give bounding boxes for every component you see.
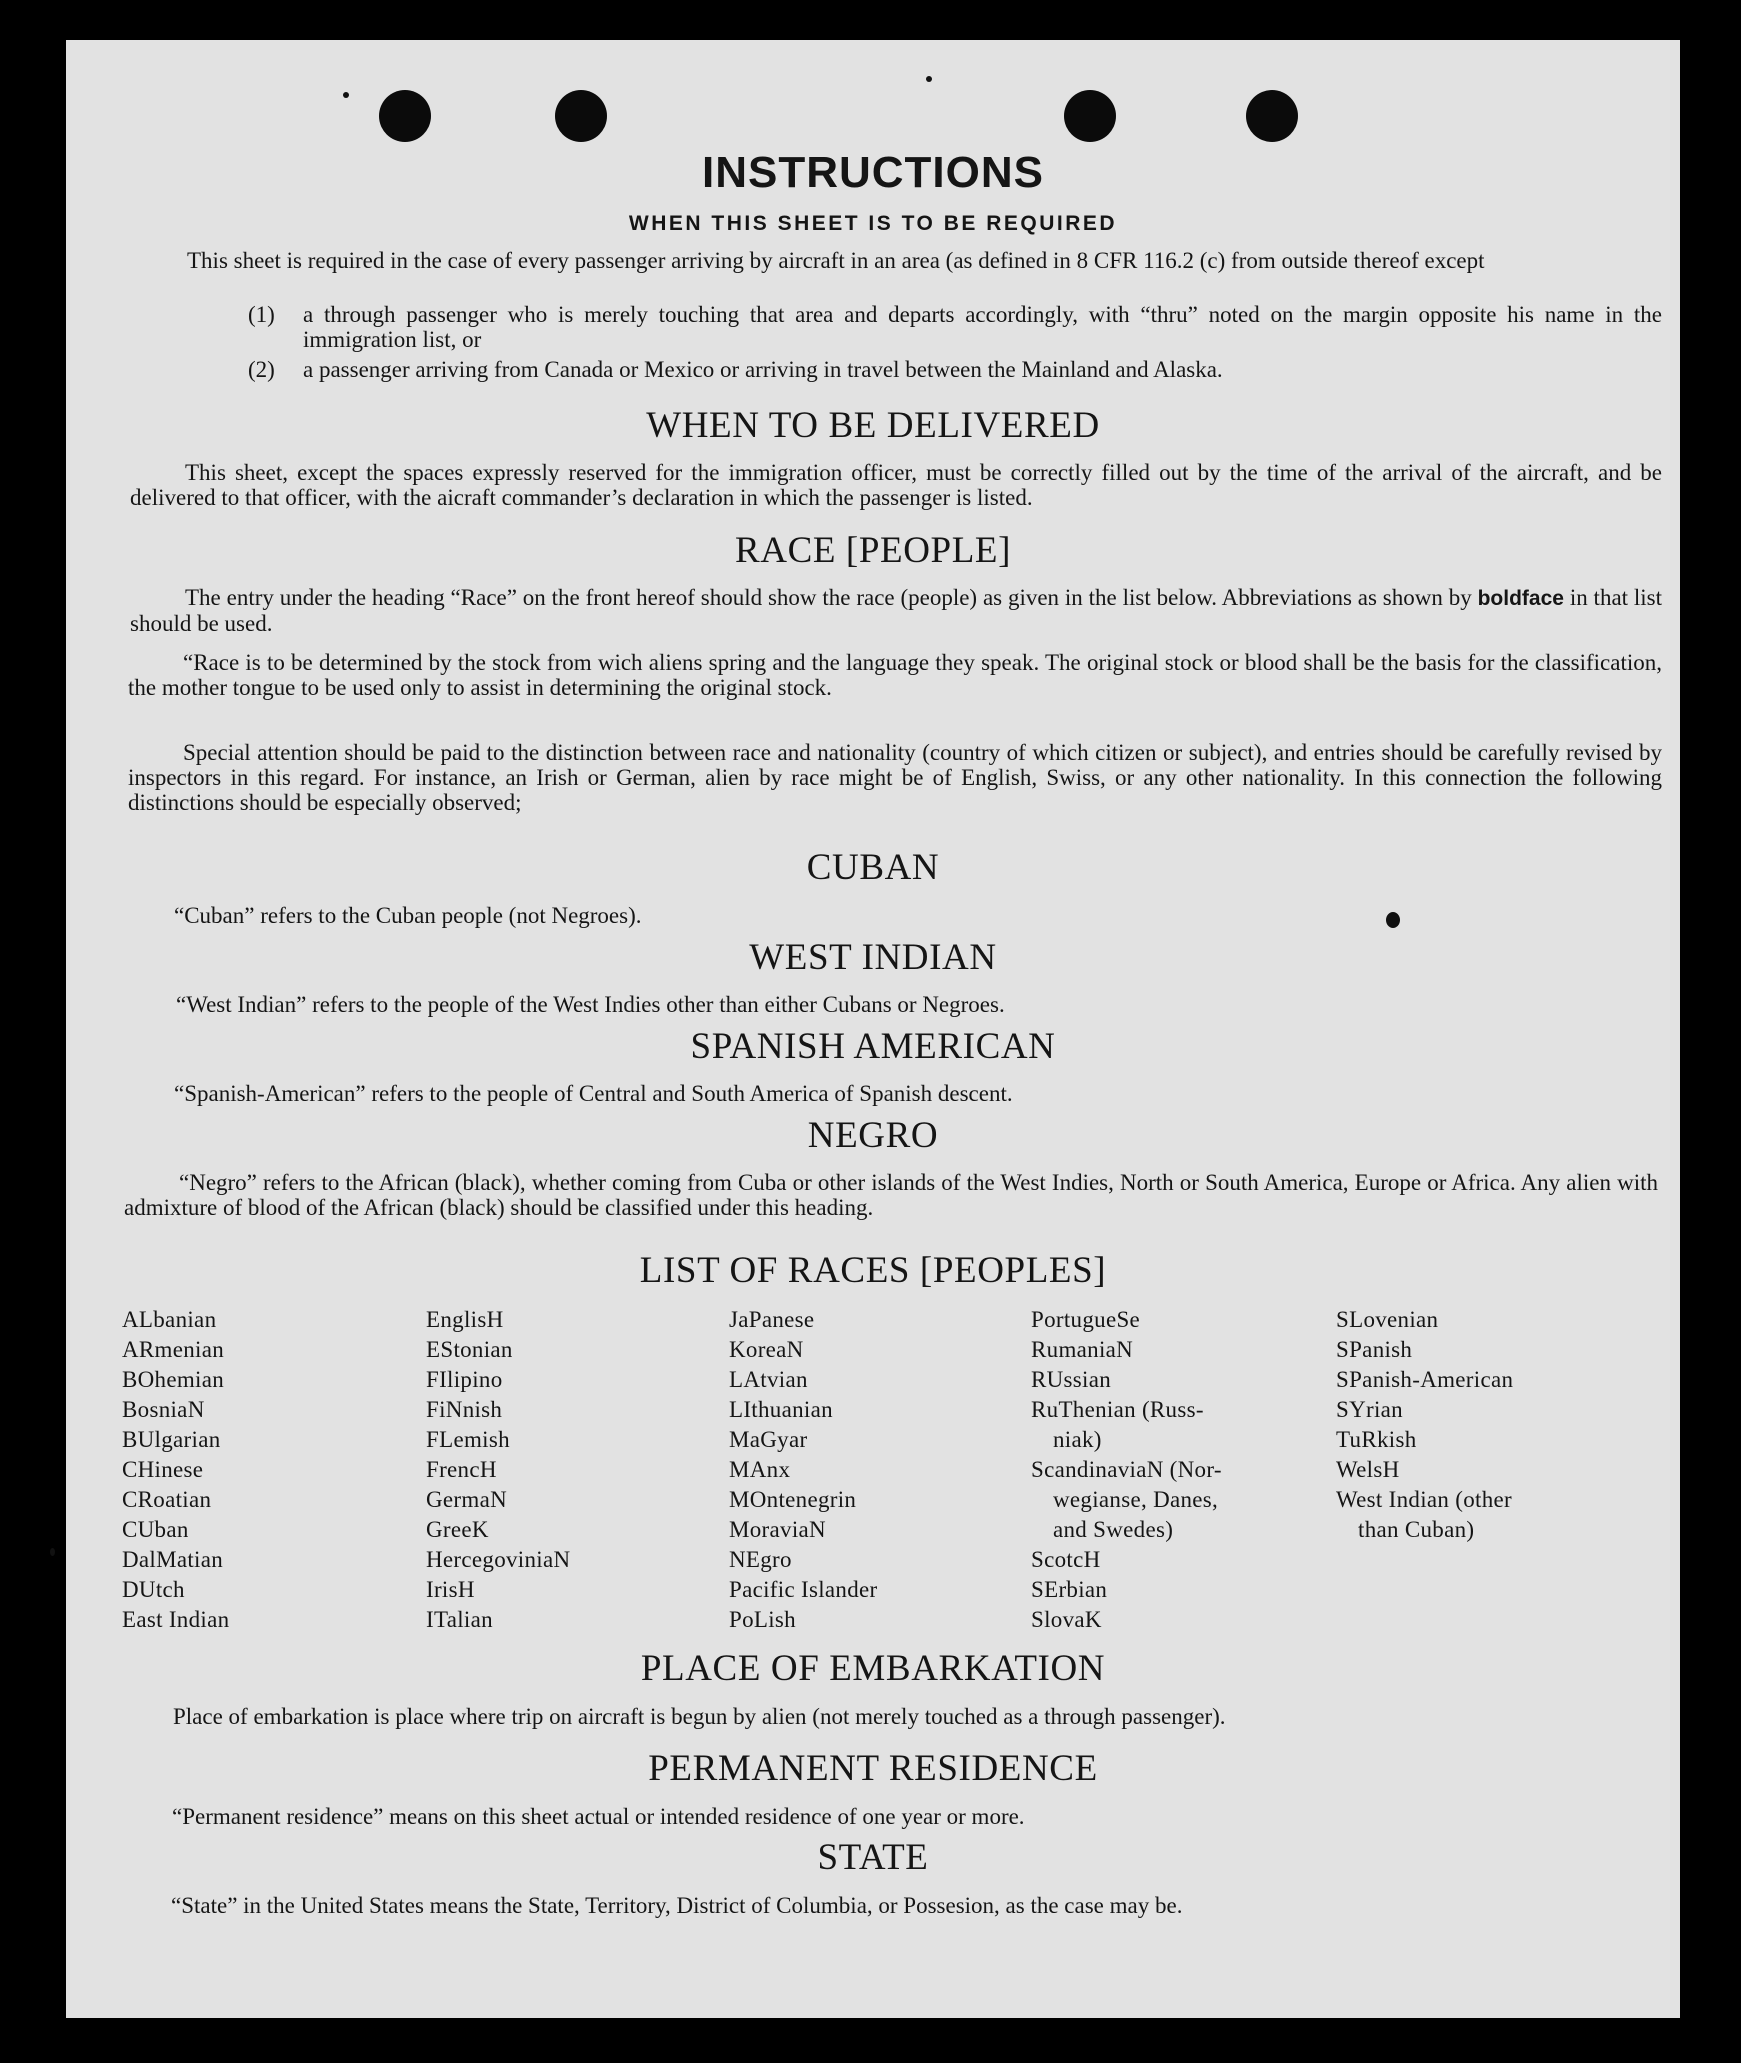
race-entry: RUssian bbox=[1031, 1367, 1112, 1392]
race-entry: CUban bbox=[122, 1517, 189, 1542]
race-entry: ScandinaviaN (Nor- bbox=[1031, 1457, 1222, 1482]
embarkation-text: Place of embarkation is place where trip on aircraft is begun by alien (not merely touched as a through passenger). bbox=[173, 1704, 1226, 1729]
section-heading-embarkation: PLACE OF EMBARKATION bbox=[640, 1648, 1106, 1689]
races-column-2 bbox=[426, 1305, 570, 1635]
race-entry: SYrian bbox=[1336, 1397, 1403, 1422]
ink-speck bbox=[926, 76, 932, 82]
race-entry: ITalian bbox=[426, 1607, 493, 1632]
exception-text: a passenger arriving from Canada or Mexico or arriving in travel between the Mainland and Alaska. bbox=[303, 357, 1223, 382]
punch-hole-3 bbox=[1064, 90, 1116, 142]
spanish-american-text: “Spanish-American” refers to the people of Central and South America of Spanish descent. bbox=[174, 1081, 1013, 1106]
race-entry: FLemish bbox=[426, 1427, 510, 1452]
races-column-4 bbox=[1031, 1305, 1222, 1635]
race-entry: CRoatian bbox=[122, 1487, 212, 1512]
race-entry: SLovenian bbox=[1336, 1307, 1439, 1332]
section-heading-races-list: LIST OF RACES [PEOPLES] bbox=[639, 1250, 1107, 1291]
race-entry: PortugueSe bbox=[1031, 1307, 1141, 1332]
race-entry: FIlipino bbox=[426, 1367, 503, 1392]
race-entry: EnglisH bbox=[426, 1307, 504, 1332]
section-heading-state: STATE bbox=[817, 1837, 929, 1878]
races-column-5 bbox=[1336, 1305, 1513, 1545]
punch-hole-1 bbox=[379, 90, 431, 142]
punch-hole-2 bbox=[555, 90, 607, 142]
ink-speck bbox=[343, 92, 349, 98]
race-entry: BOhemian bbox=[122, 1367, 225, 1392]
races-column-1 bbox=[122, 1305, 229, 1635]
section-heading-cuban: CUBAN bbox=[806, 847, 940, 888]
exception-text: a through passenger who is merely touching that area and departs accordingly, with “thru” noted on the margin opposite his name in the immigration list, or bbox=[303, 302, 1662, 352]
section-heading-residence: PERMANENT RESIDENCE bbox=[648, 1748, 1098, 1789]
race-entry: MOntenegrin bbox=[729, 1487, 857, 1512]
section-heading-delivered: WHEN TO BE DELIVERED bbox=[646, 405, 1100, 446]
section-heading-west-indian: WEST INDIAN bbox=[749, 937, 997, 978]
race-paragraph-1 bbox=[130, 585, 1662, 636]
race-entry: niak) bbox=[1053, 1427, 1102, 1452]
race-entry: than Cuban) bbox=[1358, 1517, 1475, 1542]
race-p1-text: in that list should be used. bbox=[130, 585, 1663, 636]
punch-hole-4 bbox=[1246, 90, 1298, 142]
race-entry: PoLish bbox=[729, 1607, 796, 1632]
race-entry: KoreaN bbox=[729, 1337, 804, 1362]
section-heading-negro: NEGRO bbox=[807, 1115, 939, 1156]
race-paragraph-3: Special attention should be paid to the distinction between race and nationality (country of which citizen or subject), and entries should be carefully revised by inspectors in this regard. For instance, an Irish or German, alien by race might be of English, Swiss, or any other nationality. In this connection the following distinctions should be especially observed; bbox=[128, 740, 1662, 815]
page-title: INSTRUCTIONS bbox=[702, 148, 1044, 197]
race-entry: IrisH bbox=[426, 1577, 475, 1602]
race-entry: wegianse, Danes, bbox=[1053, 1487, 1219, 1512]
race-entry: MoraviaN bbox=[729, 1517, 826, 1542]
race-entry: SErbian bbox=[1031, 1577, 1108, 1602]
race-entry: JaPanese bbox=[729, 1307, 815, 1332]
section-heading-spanish-american: SPANISH AMERICAN bbox=[690, 1026, 1056, 1067]
race-entry: TuRkish bbox=[1336, 1427, 1417, 1452]
delivered-text: This sheet, except the spaces expressly reserved for the immigration officer, must be correctly filled out by the time of the arrival of the aircraft, and be delivered to that officer, with the aicraft commander’s declaration in which the passenger is listed. bbox=[130, 460, 1662, 510]
race-entry: DalMatian bbox=[122, 1547, 224, 1572]
race-entry: ScotcH bbox=[1031, 1547, 1101, 1572]
race-entry: LIthuanian bbox=[729, 1397, 833, 1422]
state-text: “State” in the United States means the State, Territory, District of Columbia, or Possesion, as the case may be. bbox=[171, 1893, 1183, 1918]
race-paragraph-2: “Race is to be determined by the stock from wich aliens spring and the language they speak. The original stock or blood shall be the basis for the classification, the mother tongue to be used only to assist in determining the original stock. bbox=[128, 650, 1662, 700]
race-entry: FrencH bbox=[426, 1457, 497, 1482]
race-entry: MaGyar bbox=[729, 1427, 808, 1452]
exception-number: (2) bbox=[248, 357, 275, 382]
race-entry: RuThenian (Russ- bbox=[1031, 1397, 1204, 1422]
race-entry: BosniaN bbox=[122, 1397, 205, 1422]
race-entry: East Indian bbox=[122, 1607, 230, 1632]
cuban-text: “Cuban” refers to the Cuban people (not Negroes). bbox=[174, 903, 642, 928]
residence-text: “Permanent residence” means on this sheet actual or intended residence of one year or more. bbox=[172, 1804, 1025, 1829]
page-subtitle: WHEN THIS SHEET IS TO BE REQUIRED bbox=[628, 212, 1118, 235]
race-entry: LAtvian bbox=[729, 1367, 808, 1392]
race-entry: GermaN bbox=[426, 1487, 507, 1512]
race-entry: SPanish-American bbox=[1336, 1367, 1514, 1392]
race-entry: EStonian bbox=[426, 1337, 513, 1362]
race-entry: Pacific Islander bbox=[729, 1577, 878, 1602]
exception-number: (1) bbox=[248, 302, 275, 327]
negro-text: “Negro” refers to the African (black), whether coming from Cuba or other islands of the West Indies, North or South America, Europe or Africa. Any alien with admixture of blood of the African (black) should be classified under this heading. bbox=[124, 1170, 1658, 1220]
exception-item bbox=[248, 357, 1662, 382]
ink-speck bbox=[50, 1548, 55, 1556]
race-entry: FiNnish bbox=[426, 1397, 503, 1422]
race-entry: HercegoviniaN bbox=[426, 1547, 571, 1572]
race-entry: RumaniaN bbox=[1031, 1337, 1134, 1362]
boldface-word: boldface bbox=[1477, 587, 1564, 610]
race-entry: NEgro bbox=[729, 1547, 792, 1572]
race-entry: BUlgarian bbox=[122, 1427, 221, 1452]
race-entry: MAnx bbox=[729, 1457, 791, 1482]
race-entry: CHinese bbox=[122, 1457, 204, 1482]
west-indian-text: “West Indian” refers to the people of the West Indies other than either Cubans or Negroes. bbox=[176, 992, 1005, 1017]
race-p1-text: The entry under the heading “Race” on the front hereof should show the race (people) as given in the list below. Abbreviations as shown by bbox=[185, 585, 1472, 610]
required-intro: This sheet is required in the case of every passenger arriving by aircraft in an area (as defined in 8 CFR 116.2 (c) from outside thereof except bbox=[187, 248, 1485, 273]
exception-item bbox=[248, 302, 1662, 352]
section-heading-race: RACE [PEOPLE] bbox=[734, 530, 1012, 571]
race-entry: and Swedes) bbox=[1053, 1517, 1174, 1542]
races-column-3 bbox=[729, 1305, 877, 1635]
race-entry: SPanish bbox=[1336, 1337, 1413, 1362]
race-entry: GreeK bbox=[426, 1517, 489, 1542]
race-entry: SlovaK bbox=[1031, 1607, 1102, 1632]
race-entry: West Indian (other bbox=[1336, 1487, 1512, 1512]
race-entry: DUtch bbox=[122, 1577, 185, 1602]
race-entry: ALbanian bbox=[122, 1307, 217, 1332]
instruction-sheet bbox=[66, 40, 1680, 2018]
race-entry: ARmenian bbox=[122, 1337, 225, 1362]
race-entry: WelsH bbox=[1336, 1457, 1400, 1482]
